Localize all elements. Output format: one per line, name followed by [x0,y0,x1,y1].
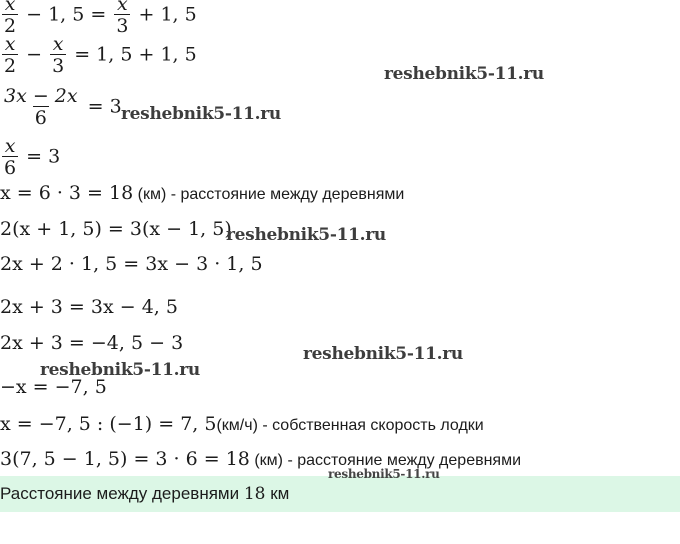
equation-line-7 [0,253,263,275]
fraction: $\frac{x}{3}$ [52,33,65,77]
fraction: $\frac{x}{6}$ [4,135,17,179]
equation-line-3 [0,86,122,129]
equation-math: x = −7, 5 : (−1) = 7, 5 [0,413,217,435]
equation-line-1 [0,0,197,37]
equation-part: − 1, 5 = [20,3,113,26]
equation-math: −x = −7, 5 [0,376,107,398]
watermark: reshebnik5-11.ru [384,64,544,84]
watermark: reshebnik5-11.ru [303,344,463,364]
equation-comment: (км) - расстояние между деревнями [133,186,405,203]
equation-math: 2(x + 1, 5) = 3(x − 1, 5) [0,218,232,240]
fraction: $\frac{3x - 2x}{6}$ [4,85,78,129]
equation-math: 3(7, 5 − 1, 5) = 3 · 6 = 18 [0,448,250,470]
answer-value: 18 [243,484,266,504]
equation-line-12 [0,448,521,472]
equation-part: − [20,43,49,66]
fraction: $\frac{x}{3}$ [116,0,129,37]
equation-line-6 [0,218,232,240]
equation-part: = 3 [20,145,61,168]
equation-math: 2x + 3 = 3x − 4, 5 [0,296,178,318]
equation-line-11 [0,413,484,437]
equation-math: 2x + 3 = −4, 5 − 3 [0,332,184,354]
equation-line-5 [0,182,404,206]
equation-part: = 3 [81,95,122,118]
equation-comment: (км/ч) - собственная скорость лодки [216,417,484,434]
answer-box [0,476,680,512]
equation-math: x = 6 · 3 = 18 [0,182,134,204]
equation-line-9 [0,332,183,354]
watermark: reshebnik5-11.ru [121,104,281,124]
watermark: reshebnik5-11.ru [328,467,440,481]
watermark: reshebnik5-11.ru [226,225,386,245]
equation-comment: (км) - расстояние между деревнями [249,452,522,469]
equation-line-2 [0,34,197,77]
equation-line-8 [0,296,178,318]
answer-text: Расстояние между деревнями 18 км [0,484,290,504]
equation-part: = 1, 5 + 1, 5 [68,43,197,66]
watermark: reshebnik5-11.ru [40,360,200,380]
equation-math: 2x + 2 · 1, 5 = 3x − 3 · 1, 5 [0,253,263,275]
equation-line-4 [0,136,60,179]
answer-unit: км [265,484,290,503]
fraction: $\frac{x}{2}$ [4,33,17,77]
equation-part: + 1, 5 [132,3,197,26]
fraction: $\frac{x}{2}$ [4,0,17,37]
